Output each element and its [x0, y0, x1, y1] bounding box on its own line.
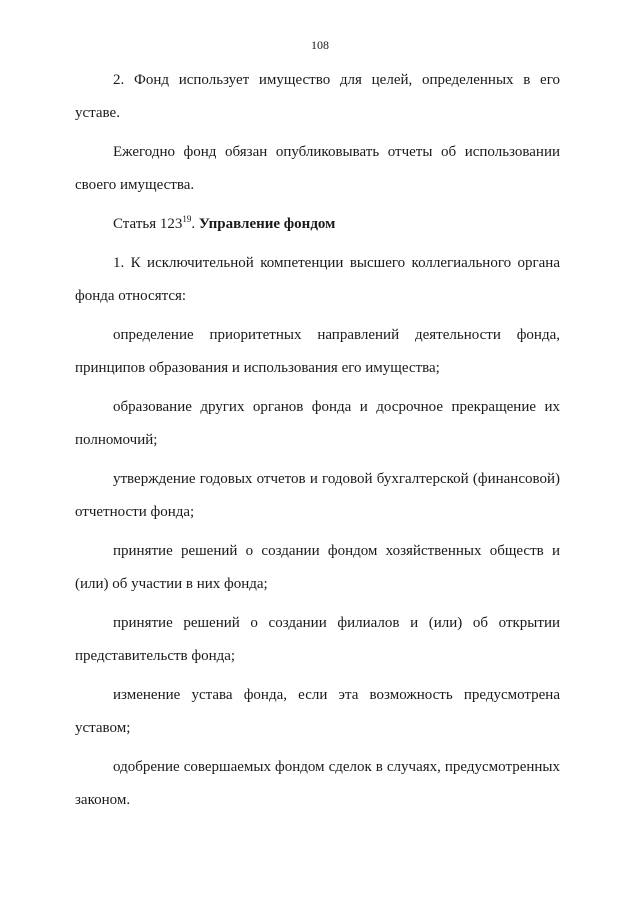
list-item: принятие решений о создании филиалов и (или) об открытии представительств фонда; [75, 615, 560, 664]
article-dot: . [191, 216, 196, 232]
list-item: определение приоритетных направлений деятельности фонда, принципов образования и использования его имущества; [75, 327, 560, 376]
article-title: Управление фондом [198, 216, 336, 232]
list-item: утверждение годовых отчетов и годовой бухгалтерской (финансовой) отчетности фонда; [75, 471, 560, 520]
list-intro: 1. К исключительной компетенции высшего коллегиального органа фонда относятся: [75, 255, 560, 304]
list-item: одобрение совершаемых фондом сделок в случаях, предусмотренных законом. [75, 759, 560, 808]
article-heading [75, 208, 560, 241]
list-item: изменение устава фонда, если эта возможность предусмотрена уставом; [75, 687, 560, 736]
list-item: принятие решений о создании фондом хозяйственных обществ и (или) об участии в них фонда; [75, 543, 560, 592]
document-body [75, 64, 560, 823]
paragraph-annual-reports: Ежегодно фонд обязан опубликовывать отчеты об использовании своего имущества. [75, 144, 560, 193]
list-item: образование других органов фонда и досрочное прекращение их полномочий; [75, 399, 560, 448]
page-number: 108 [311, 38, 329, 52]
article-superscript: 19 [182, 214, 192, 224]
article-number: Статья 123 [113, 216, 183, 232]
paragraph-fund-property-use: 2. Фонд использует имущество для целей, определенных в его уставе. [75, 72, 560, 121]
